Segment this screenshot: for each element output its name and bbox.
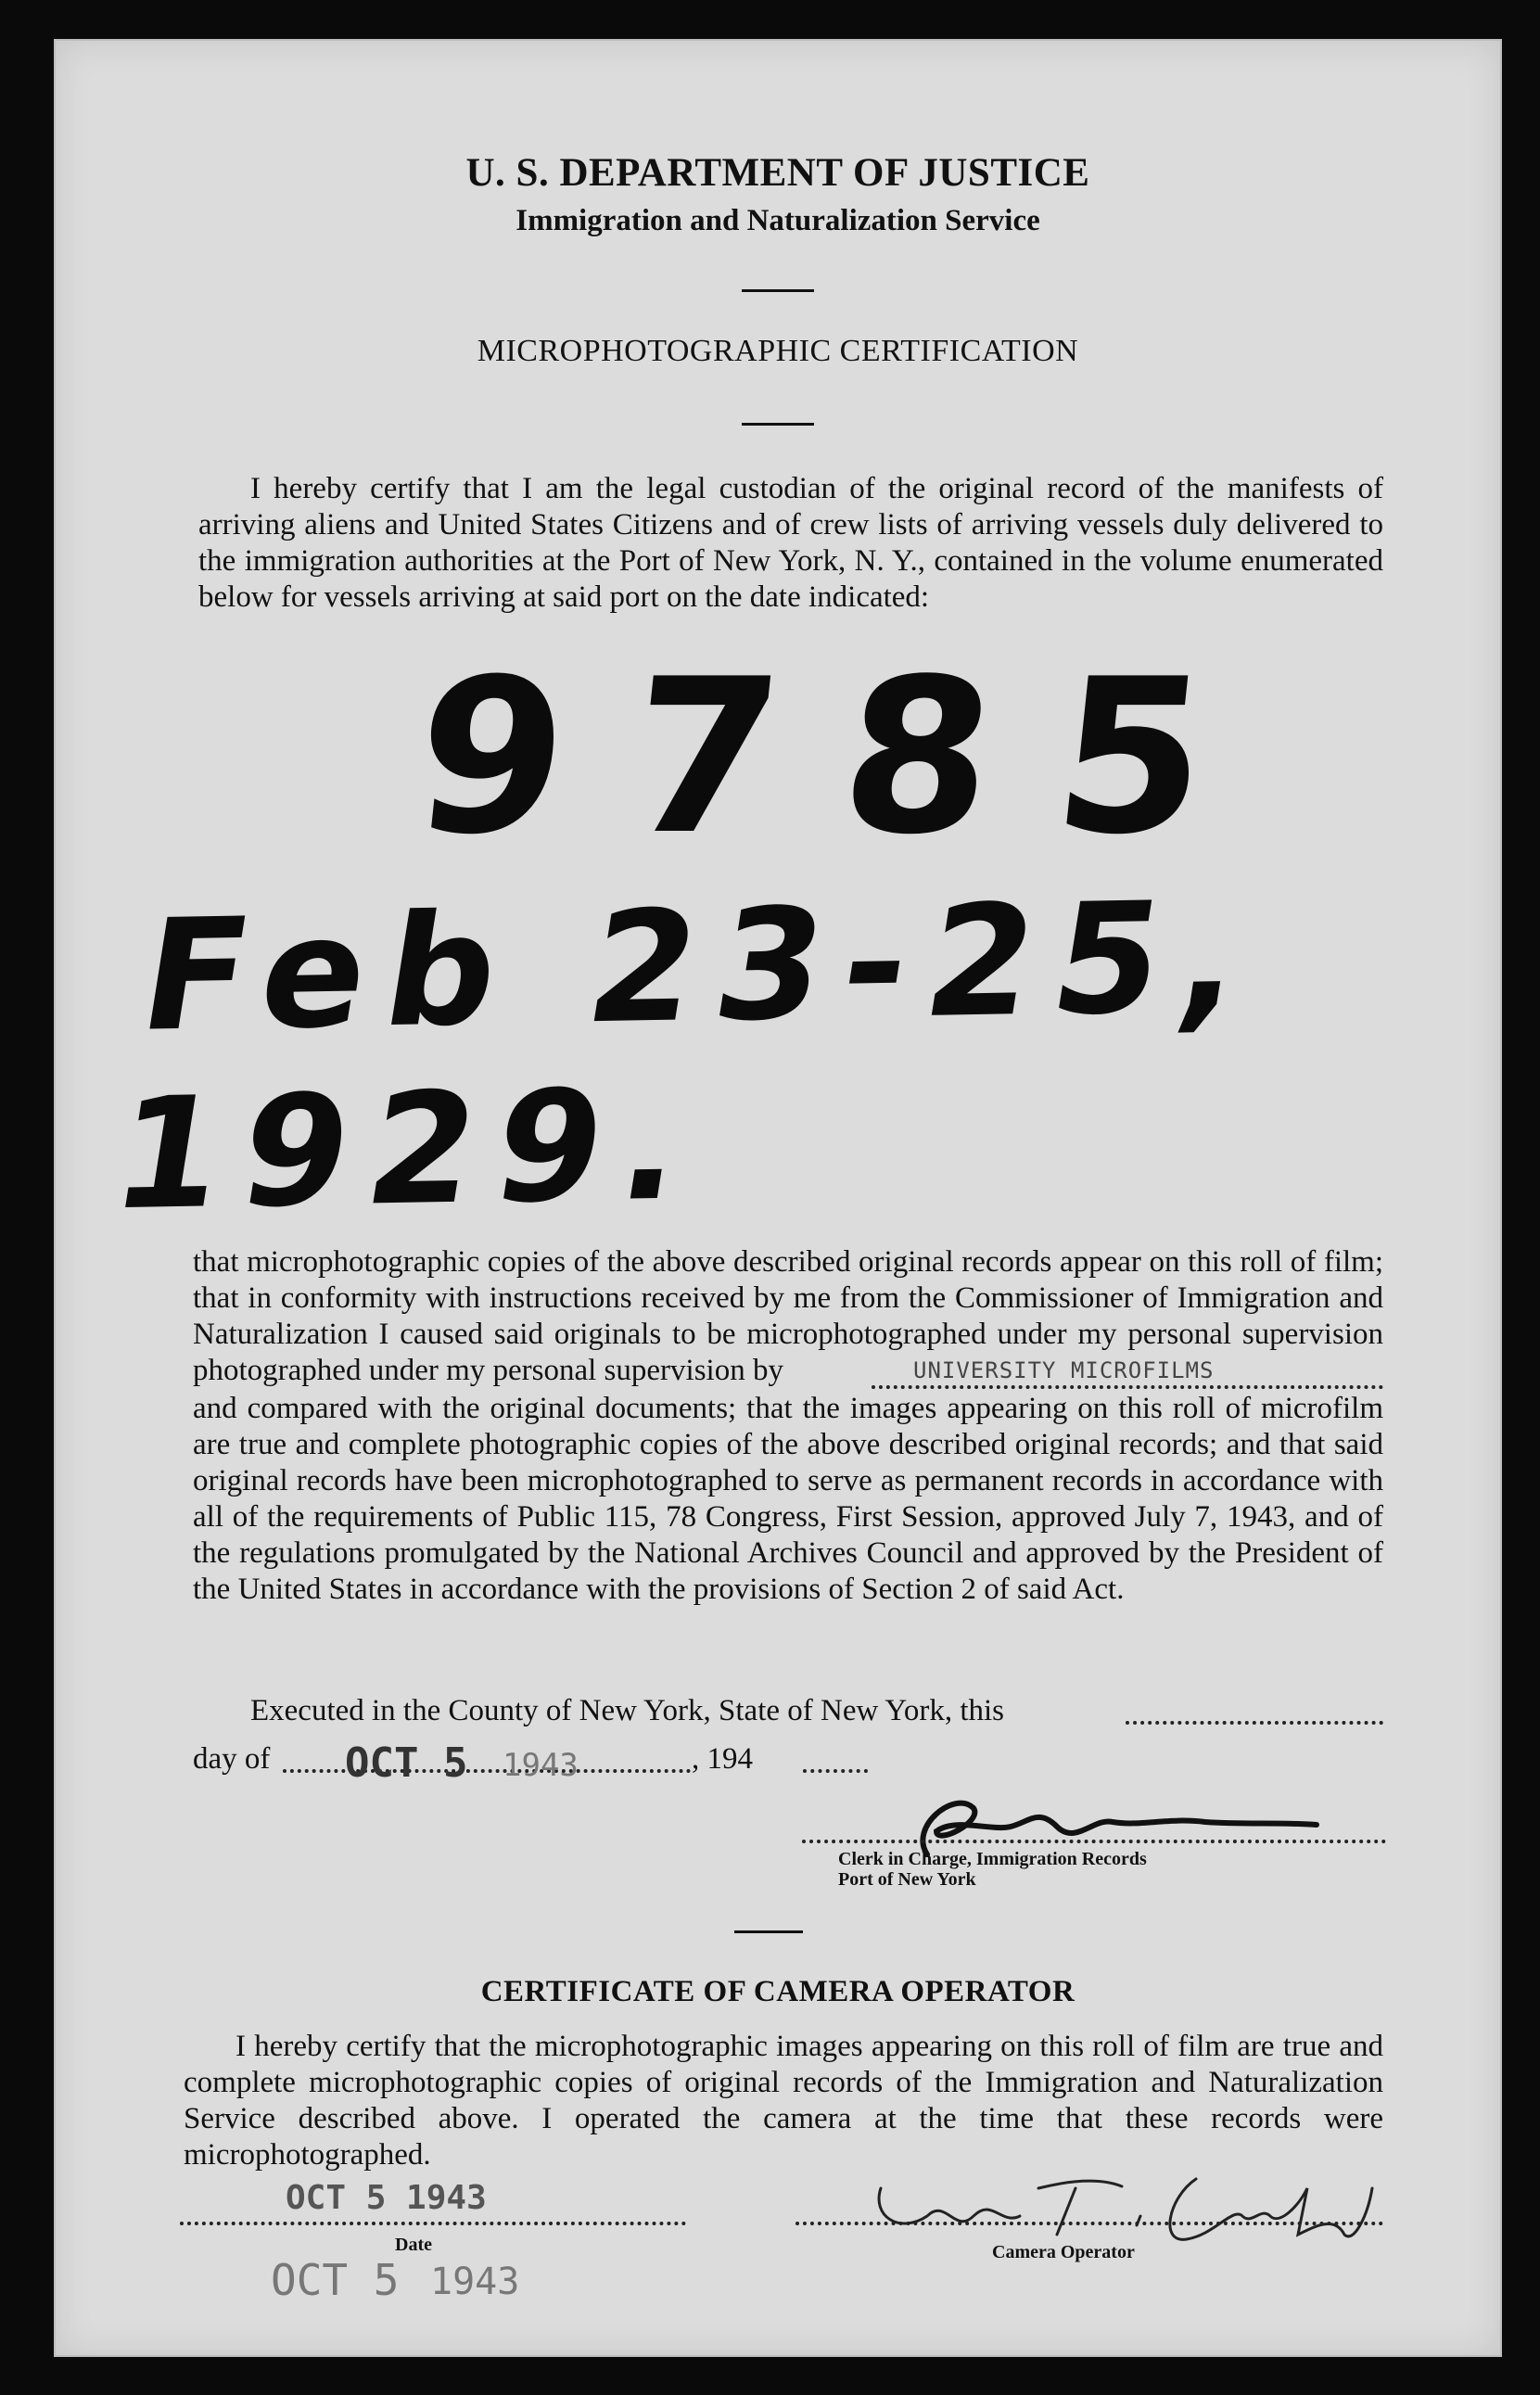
execution-stamp-year: 1943 <box>503 1747 579 1784</box>
clerk-office: Port of New York <box>838 1869 976 1890</box>
camera-operator-signature <box>862 2151 1391 2253</box>
supervision-line: photographed under my personal supervision by <box>193 1354 783 1387</box>
contractor-name: UNIVERSITY MICROFILMS <box>913 1357 1215 1383</box>
divider <box>742 423 814 426</box>
camera-stamp-lower-year: 1943 <box>430 2261 520 2303</box>
clerk-title: Clerk in Charge, Immigration Records <box>838 1849 1147 1869</box>
date-line <box>180 2222 686 2225</box>
camera-operator-label: Camera Operator <box>992 2242 1135 2262</box>
department-heading: U. S. DEPARTMENT OF JUSTICE <box>465 151 1090 195</box>
divider <box>734 1930 803 1933</box>
clerk-signature-line <box>802 1840 1386 1843</box>
handwritten-date-range: Feb 23-25, 1929. <box>101 867 1275 1244</box>
body-text-part2: and compared with the original documents; that the images appearing on this roll of microfilm are true and complete photographic copies of the above described original records; and that said original records have been microphotographed to serve as permanent records in accordance with all of the requirements of Public 115, 78 Congress, First Session, approved July 7, 1943, and of the regulations promulgated by the National Archives Council and approved by the President of the United States in accordance with the provisions of Section 2 of said Act. <box>193 1392 1383 1606</box>
body-text-part1: that microphotographic copies of the above described original records appear on this roll of film; that in conformity with instructions received by me from the Commissioner of Immigration and Naturalization I caused said originals to be microphotographed under my personal supervision <box>193 1245 1383 1351</box>
intro-text: I hereby certify that I am the legal custodian of the original record of the manifests of arriving aliens and United States Citizens and of crew lists of arriving vessels duly delivered to the immigration authorities at the Port of New York, N. Y., contained in the volume enumerated below for vessels arriving at said port on the date indicated: <box>198 472 1383 614</box>
year-line <box>803 1769 868 1773</box>
handwritten-volume-number: 9785 <box>403 634 1284 882</box>
camera-operator-heading: CERTIFICATE OF CAMERA OPERATOR <box>480 1975 1075 2008</box>
contractor-line <box>872 1385 1383 1389</box>
body-paragraph-cont <box>193 1391 1383 1608</box>
day-of-line <box>283 1769 691 1773</box>
divider <box>742 289 814 292</box>
certification-title: MICROPHOTOGRAPHIC CERTIFICATION <box>477 334 1079 368</box>
date-label: Date <box>395 2235 432 2255</box>
service-subheading: Immigration and Naturalization Service <box>515 204 1040 237</box>
day-of-label: day of <box>193 1742 271 1776</box>
body-paragraph <box>193 1244 1383 1353</box>
year-prefix: , 194 <box>692 1742 753 1776</box>
camera-stamp-lower-date: OCT 5 <box>271 2255 400 2305</box>
execution-text: Executed in the County of New York, State of New York, this <box>250 1694 1005 1727</box>
camera-text: I hereby certify that the microphotographic images appearing on this roll of film are true and complete microphotographic copies of original records of the Immigration and Naturalization Service described above. I operated the camera at the time that these records were microphotographed. <box>184 2030 1383 2172</box>
execution-day-line <box>1126 1721 1383 1725</box>
intro-paragraph <box>198 471 1383 616</box>
execution-stamp-date: OCT 5 <box>345 1739 468 1787</box>
camera-operator-line <box>795 2222 1383 2225</box>
certificate-page <box>54 39 1502 2357</box>
camera-stamp-upper: OCT 5 1943 <box>286 2179 487 2217</box>
